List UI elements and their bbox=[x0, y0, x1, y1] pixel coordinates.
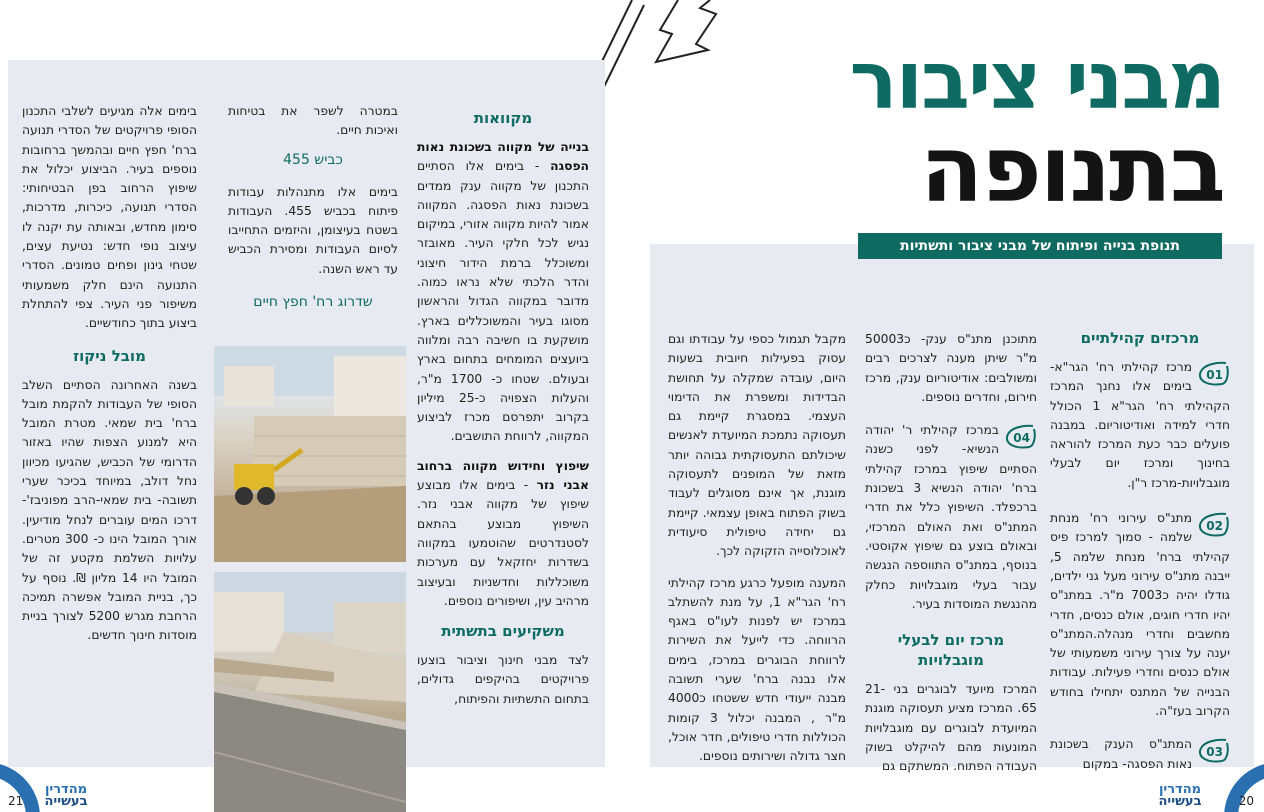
paragraph: המענה מופעל כרגע מרכז קהילתי רח' הגר"א 1, על מנת להשתלב במרכז יש לפנות לעו"ס באגף הרווחה. כדי לייעל את השירות לרווחת הבוגרים במרכז, בימים אלו נבנה ברח' שערי תשובה מבנה ייעודי חדש ששטחו כ4000 מ"ר , המבנה יכלול 3 קומות הכוללות חדרי טיפולים, חדר אוכל, חצר גדולה ושירותים נוספים. bbox=[668, 575, 846, 764]
heading-mikvaot: מקוואות bbox=[473, 109, 533, 127]
brand-logo: מהדרין בעשייה bbox=[1158, 782, 1202, 809]
construction-photo bbox=[214, 346, 406, 562]
heading-day-center: מרכז יום לבעלי מוגבלויות bbox=[897, 631, 1005, 670]
paragraph: מקבל תגמול כספי על עבודתו וגם עסוק בפעילות חיובית בשעות היום, עובדה שמקלה על תחושת הבדידות ומשפרת את הדימוי העצמי. במסגרת קיימת גם תעסוקה נתמכת המיועדת לאנשים שיכולתם התעסוקתית גבוהה יותר מזאת של המופנים לתעסוקה מוגנת, אך אינם מסוגלים לעבוד בשוק הפתוח באופן עצמאי. קיימת גם יחידה טיפולית סיעודית לאוכלוסייה הזקוקה לכך. bbox=[668, 332, 846, 559]
column-road bbox=[228, 102, 398, 325]
subtitle-banner: תנופת בנייה ופיתוח של מבני ציבור ותשתיות bbox=[858, 233, 1222, 259]
paragraph: לצד מבני חינוך וציבור בוצעו פרויקטים בהיקפים גדולים, בתחום התשתיות והפיתוח, bbox=[417, 653, 589, 706]
page-number-left: 21 bbox=[8, 794, 24, 808]
page-number-right: 20 bbox=[1238, 794, 1254, 808]
number-badge-icon: 02 bbox=[1196, 511, 1230, 539]
paragraph: שיפוץ וחידוש מקווה ברחוב אבני נזר - בימים אלו מבוצע שיפוץ של מקווה אבני נזר. השיפוץ מבוצע בהתאם לסטנדרטים שהוטמעו במקווה בשדרות יחזקאל עם מערכות משוכללות וחדשניות ובעיצוב מרהיב עין, ושיפורים נוספים. bbox=[417, 458, 590, 608]
list-item: 01 מרכז קהילתי רח' הגר"א- בימים אלו נחנך המרכז הקהילתי רח' הגר"א 1 הכולל חדרי למידה ואודיטוריום. במבנה פועלים כבר כעת המרכז להוראה בחינוך ומרכז יום לבעלי מוגבלויות-מרכז ר"ן. bbox=[1050, 360, 1230, 490]
paragraph: בנייה של מקווה בשכונת נאות הפסגה - בימים אלו הסתיים התכנון של מקווה ענק ממדים בשכונת נאות הפסגה. המקווה אמור להיות מקווה אזורי, במיקום נגיש לכל חלקי העיר. מאובזר ומשוכלל ברמת הידור חיצוני והדר הלכתי שלא נראו כמוה. מדובר במקווה הגדול והראשון מסוגו בעיר והמשוכללים בארץ. מושקעת בו חשיבה רבה ומלווה ביועצים המומחים בתחום בארץ ובעולם. שטחו כ- 1700 מ"ר, והעלות הצפויה כ-25 מיליון בקרוב יתפרסם מכרז לביצוע המקווה, לרווחת התושבים. bbox=[417, 140, 590, 444]
road-work-photo bbox=[214, 572, 406, 812]
heading-investments: משקיעים בתשתית bbox=[441, 622, 565, 641]
heading-chafetz: שדרוג רח' חפץ חיים bbox=[253, 294, 373, 311]
page-title-line2: בתנופה bbox=[920, 116, 1224, 223]
column-day-center-cont bbox=[668, 330, 846, 769]
number-badge-icon: 01 bbox=[1196, 360, 1230, 388]
column-community-centers-cont bbox=[865, 330, 1037, 779]
column-chafetz-drainage bbox=[22, 102, 197, 648]
paragraph: בימים אלו מתנהלות עבודות פיתוח בכביש 455. העבודות בשטח בעיצומן, והיזמים התחייבו לסיום העבודות ומסירת הכביש עד ראש השנה. bbox=[228, 184, 398, 276]
paragraph: מתוכנן מתנ"ס ענק- כ50003 מ"ר שיתן מענה לצרכים רבים ומשולבים: אודיטוריום ענק, מרכז חירום, וחדרים נוספים. bbox=[865, 332, 1037, 404]
paragraph: בימים אלה מגיעים לשלבי התכנון הסופי פרויקטים של הסדרי תנועה ברח' חפץ חיים ובהמשך ברחובות נוספים בעיר. הביצוע יכלול את שיפוץ הרחוב בפן הבטיחותי: הסדרי תנועה, כיכרות, מדרכות, סימון מחדש, ובאותה עת יקנה לו עיצוב נופי חדש: נטיעת עצים, שטחי גינון ופחים טמונים. הסדרי התנועה הינם חלק משמעותי משיפור פני העיר. צפי להתחלת ביצוע בתוך כחודשיים. bbox=[22, 104, 197, 331]
column-community-centers bbox=[1050, 322, 1230, 776]
page-title-line1: מבני ציבור bbox=[849, 34, 1224, 127]
paragraph: המרכז מיועד לבוגרים בני 21-65. המרכז מציע תעסוקה מוגנת המיועדת לבוגרים עם מוגבלויות המונעות מהם להיקלט בשוק העבודה הפתוח. המשתקם גם bbox=[865, 682, 1037, 774]
heading-road-455: כביש 455 bbox=[283, 151, 343, 168]
list-item: 02 מתנ"ס עירוני רח' מנחת שלמה - סמוך למרכז פיס קהילתי ברח' מנחת שלמה 5, ייבנה מתנ"ס עירוני מעל גני ילדים, גודלו יהיה כ7003 מ"ר. במתנ"ס יהיו חדרי חוגים, אולם כנסים, חדרי מחשבים וחדרי מנהלה.המתנ"ס יענה על צורך עירוני משמעותי של אולם כנסים וחדרי פעילות. עבודות הבנייה של המתנס יתחילו בחודש הקרוב בעז"ה. bbox=[1050, 511, 1230, 719]
number-badge-icon: 04 bbox=[1003, 423, 1037, 451]
heading-drainage: מובל ניקוז bbox=[73, 346, 146, 365]
paragraph: בשנה האחרונה הסתיים השלב הסופי של העבודות להקמת מובל ברח' בית שמאי. מטרת המובל היא למנוע הצפות שהיו באזור הדרומי של הכביש, שהגיעו מכיוון נחל דולב, במיוחד בכיכר שערי תשובה- בית שמאי-הרב מפוניבז'- דרכו המים עוברים לנחל מודיעין. אורך המובל הינו כ- 300 מטרים. עלויות השלמת מקטע זה של המובל היו 14 מליון ₪. נוסף על כך, בניית המובל אפשרה תמיכה הרחבת מגרש 5200 לצורך בניית מוסדות חינוך חדשים. bbox=[22, 377, 197, 643]
paragraph: במטרה לשפר את בטיחות ואיכות חיים. bbox=[228, 104, 398, 138]
column-mikvaot bbox=[417, 102, 589, 711]
list-item: 03 המתנ"ס הענק בשכונת נאות הפסגה- במקום bbox=[1050, 735, 1230, 774]
list-item: 04 במרכז קהילתי ר' יהודה הנשיא- לפני כשנה הסתיים שיפוץ במרכז קהילתי ברח' יהודה הנשיא 3 בשכונת ברכפלד. השיפוץ כלל את חדרי המתנ"ס ואת האולם המרכזי, ובאולם בוצע גם שיפוץ אקוסטי. בנוסף, במתנ"ס התווספה הנגשה עבור בעלי מוגבלויות כחלק מהנגשת המוסדות בעיר. bbox=[865, 423, 1037, 611]
brand-logo: מהדרין בעשייה bbox=[44, 782, 88, 809]
number-badge-icon: 03 bbox=[1196, 737, 1230, 765]
heading-community-centers: מרכזים קהילתיים bbox=[1080, 329, 1200, 347]
